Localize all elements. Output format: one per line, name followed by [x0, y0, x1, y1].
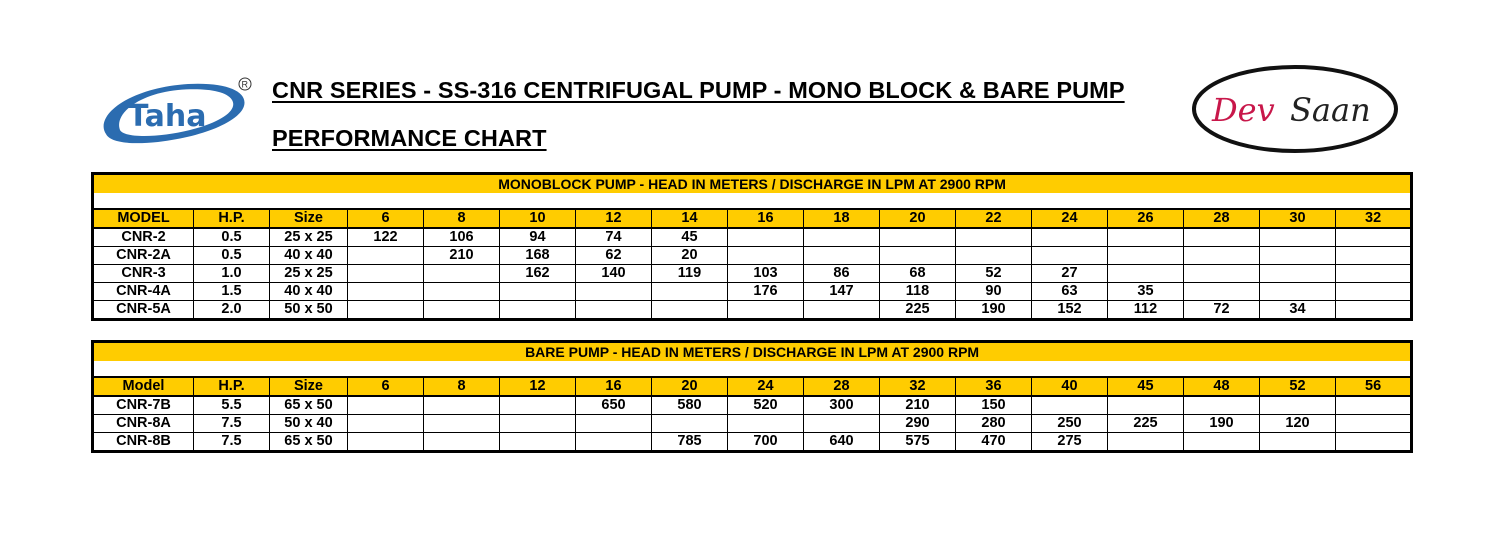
column-header: 52	[1260, 377, 1336, 396]
devsaan-logo	[1190, 63, 1400, 155]
discharge-cell: 290	[880, 415, 956, 433]
size-cell: 50 x 40	[270, 415, 348, 433]
discharge-cell	[1108, 396, 1184, 415]
page-title: CNR SERIES - SS-316 CENTRIFUGAL PUMP - MONO BLOCK & BARE PUMP	[272, 77, 1125, 103]
column-header: 12	[500, 377, 576, 396]
column-header: 14	[652, 209, 728, 228]
table-row	[93, 247, 1412, 265]
discharge-cell: 68	[880, 265, 956, 283]
discharge-cell	[1260, 228, 1336, 247]
column-header: 26	[1108, 209, 1184, 228]
model-cell: CNR-2	[93, 228, 194, 247]
column-header: 6	[348, 209, 424, 228]
blank-spacer-row	[93, 361, 1412, 377]
column-header: 45	[1108, 377, 1184, 396]
column-header: 24	[728, 377, 804, 396]
discharge-cell	[1260, 396, 1336, 415]
column-header: 8	[424, 209, 500, 228]
discharge-cell: 112	[1108, 301, 1184, 320]
discharge-cell	[728, 228, 804, 247]
discharge-cell: 168	[500, 247, 576, 265]
discharge-cell: 72	[1184, 301, 1260, 320]
svg-text:Dev: Dev	[1212, 91, 1275, 129]
model-cell: CNR-8B	[93, 433, 194, 452]
discharge-cell	[880, 247, 956, 265]
discharge-cell	[728, 247, 804, 265]
discharge-cell: 45	[652, 228, 728, 247]
discharge-cell: 150	[956, 396, 1032, 415]
discharge-cell	[500, 415, 576, 433]
discharge-cell	[1184, 433, 1260, 452]
discharge-cell	[576, 301, 652, 320]
size-cell: 40 x 40	[270, 283, 348, 301]
discharge-cell: 520	[728, 396, 804, 415]
column-header: 32	[1336, 209, 1412, 228]
model-cell: CNR-5A	[93, 301, 194, 320]
column-header: H.P.	[194, 377, 270, 396]
table-row	[93, 283, 1412, 301]
discharge-cell: 147	[804, 283, 880, 301]
discharge-cell	[424, 415, 500, 433]
column-header: 12	[576, 209, 652, 228]
discharge-cell	[424, 396, 500, 415]
discharge-cell	[1260, 283, 1336, 301]
discharge-cell	[1336, 228, 1412, 247]
discharge-cell	[424, 265, 500, 283]
column-header: 36	[956, 377, 1032, 396]
discharge-cell: 62	[576, 247, 652, 265]
discharge-cell	[804, 415, 880, 433]
blank-spacer-row	[93, 193, 1412, 209]
discharge-cell: 119	[652, 265, 728, 283]
discharge-cell: 176	[728, 283, 804, 301]
column-header: 30	[1260, 209, 1336, 228]
discharge-cell: 640	[804, 433, 880, 452]
hp-cell: 7.5	[194, 415, 270, 433]
column-header: 18	[804, 209, 880, 228]
discharge-cell: 225	[1108, 415, 1184, 433]
discharge-cell: 94	[500, 228, 576, 247]
column-header: 28	[804, 377, 880, 396]
discharge-cell	[1336, 265, 1412, 283]
column-header: 28	[1184, 209, 1260, 228]
discharge-cell	[348, 283, 424, 301]
bare-pump-performance-table	[91, 340, 1413, 453]
column-header: 16	[576, 377, 652, 396]
svg-text:R: R	[241, 79, 248, 90]
discharge-cell: 210	[880, 396, 956, 415]
column-header: 10	[500, 209, 576, 228]
discharge-cell: 106	[424, 228, 500, 247]
hp-cell: 0.5	[194, 247, 270, 265]
discharge-cell	[1260, 265, 1336, 283]
discharge-cell: 86	[804, 265, 880, 283]
column-header: Model	[93, 377, 194, 396]
discharge-cell	[576, 415, 652, 433]
column-header: 40	[1032, 377, 1108, 396]
discharge-cell	[1336, 433, 1412, 452]
column-header: Size	[270, 377, 348, 396]
discharge-cell	[652, 283, 728, 301]
size-cell: 65 x 50	[270, 433, 348, 452]
discharge-cell: 700	[728, 433, 804, 452]
discharge-cell	[1260, 433, 1336, 452]
column-header: 16	[728, 209, 804, 228]
svg-text:Saan: Saan	[1290, 91, 1371, 129]
discharge-cell: 122	[348, 228, 424, 247]
discharge-cell: 140	[576, 265, 652, 283]
discharge-cell: 63	[1032, 283, 1108, 301]
discharge-cell	[348, 265, 424, 283]
discharge-cell	[728, 415, 804, 433]
discharge-cell: 190	[1184, 415, 1260, 433]
table-header-row	[93, 377, 1412, 396]
table-title: BARE PUMP - HEAD IN METERS / DISCHARGE IN LPM AT 2900 RPM	[93, 342, 1412, 362]
discharge-cell	[1032, 228, 1108, 247]
column-header: H.P.	[194, 209, 270, 228]
discharge-cell: 650	[576, 396, 652, 415]
discharge-cell	[500, 433, 576, 452]
column-header: 8	[424, 377, 500, 396]
discharge-cell	[348, 433, 424, 452]
discharge-cell	[348, 396, 424, 415]
discharge-cell: 35	[1108, 283, 1184, 301]
discharge-cell	[652, 301, 728, 320]
discharge-cell	[1336, 415, 1412, 433]
discharge-cell	[880, 228, 956, 247]
discharge-cell	[576, 433, 652, 452]
column-header: 20	[880, 209, 956, 228]
discharge-cell: 470	[956, 433, 1032, 452]
hp-cell: 1.0	[194, 265, 270, 283]
discharge-cell	[956, 247, 1032, 265]
discharge-cell	[1108, 433, 1184, 452]
page-subtitle: PERFORMANCE CHART	[272, 125, 547, 151]
column-header: Size	[270, 209, 348, 228]
discharge-cell: 34	[1260, 301, 1336, 320]
hp-cell: 0.5	[194, 228, 270, 247]
table-header-row	[93, 209, 1412, 228]
discharge-cell: 210	[424, 247, 500, 265]
discharge-cell	[1336, 283, 1412, 301]
discharge-cell: 90	[956, 283, 1032, 301]
model-cell: CNR-8A	[93, 415, 194, 433]
discharge-cell	[500, 301, 576, 320]
discharge-cell	[956, 228, 1032, 247]
model-cell: CNR-3	[93, 265, 194, 283]
discharge-cell: 103	[728, 265, 804, 283]
discharge-cell	[1108, 228, 1184, 247]
hp-cell: 5.5	[194, 396, 270, 415]
table-title-row	[93, 342, 1412, 362]
column-header: 24	[1032, 209, 1108, 228]
discharge-cell	[652, 415, 728, 433]
table-title: MONOBLOCK PUMP - HEAD IN METERS / DISCHARGE IN LPM AT 2900 RPM	[93, 174, 1412, 194]
size-cell: 25 x 25	[270, 228, 348, 247]
taha-logo	[98, 76, 256, 148]
size-cell: 25 x 25	[270, 265, 348, 283]
discharge-cell: 280	[956, 415, 1032, 433]
discharge-cell	[1184, 283, 1260, 301]
discharge-cell: 120	[1260, 415, 1336, 433]
discharge-cell	[804, 301, 880, 320]
discharge-cell	[728, 301, 804, 320]
discharge-cell: 162	[500, 265, 576, 283]
table-title-row	[93, 174, 1412, 194]
discharge-cell	[1108, 247, 1184, 265]
discharge-cell	[500, 396, 576, 415]
discharge-cell: 152	[1032, 301, 1108, 320]
discharge-cell: 118	[880, 283, 956, 301]
table-row	[93, 265, 1412, 283]
discharge-cell: 190	[956, 301, 1032, 320]
model-cell: CNR-4A	[93, 283, 194, 301]
column-header: 56	[1336, 377, 1412, 396]
discharge-cell	[1032, 247, 1108, 265]
discharge-cell	[1184, 247, 1260, 265]
discharge-cell	[500, 283, 576, 301]
monoblock-performance-table	[91, 172, 1413, 321]
discharge-cell: 52	[956, 265, 1032, 283]
discharge-cell	[804, 228, 880, 247]
hp-cell: 1.5	[194, 283, 270, 301]
discharge-cell	[1336, 247, 1412, 265]
discharge-cell	[1336, 301, 1412, 320]
discharge-cell	[1184, 228, 1260, 247]
size-cell: 50 x 50	[270, 301, 348, 320]
hp-cell: 7.5	[194, 433, 270, 452]
discharge-cell	[1108, 265, 1184, 283]
model-cell: CNR-2A	[93, 247, 194, 265]
discharge-cell	[348, 415, 424, 433]
discharge-cell	[424, 433, 500, 452]
discharge-cell: 225	[880, 301, 956, 320]
discharge-cell	[1260, 247, 1336, 265]
table-row	[93, 228, 1412, 247]
discharge-cell	[424, 301, 500, 320]
discharge-cell: 785	[652, 433, 728, 452]
discharge-cell: 27	[1032, 265, 1108, 283]
column-header: 22	[956, 209, 1032, 228]
discharge-cell	[1184, 265, 1260, 283]
discharge-cell	[1336, 396, 1412, 415]
discharge-cell: 250	[1032, 415, 1108, 433]
size-cell: 65 x 50	[270, 396, 348, 415]
discharge-cell	[804, 247, 880, 265]
svg-text:Taha: Taha	[128, 99, 207, 134]
column-header: 20	[652, 377, 728, 396]
hp-cell: 2.0	[194, 301, 270, 320]
discharge-cell	[576, 283, 652, 301]
model-cell: CNR-7B	[93, 396, 194, 415]
discharge-cell: 20	[652, 247, 728, 265]
discharge-cell: 74	[576, 228, 652, 247]
table-row	[93, 433, 1412, 452]
table-row	[93, 301, 1412, 320]
discharge-cell: 275	[1032, 433, 1108, 452]
discharge-cell: 300	[804, 396, 880, 415]
size-cell: 40 x 40	[270, 247, 348, 265]
discharge-cell	[348, 301, 424, 320]
table-row	[93, 396, 1412, 415]
column-header: MODEL	[93, 209, 194, 228]
discharge-cell	[424, 283, 500, 301]
taha-logo-swoosh-icon	[98, 76, 256, 148]
discharge-cell	[1032, 396, 1108, 415]
column-header: 32	[880, 377, 956, 396]
column-header: 6	[348, 377, 424, 396]
devsaan-oval-icon	[1190, 63, 1400, 155]
discharge-cell: 580	[652, 396, 728, 415]
discharge-cell: 575	[880, 433, 956, 452]
discharge-cell	[1184, 396, 1260, 415]
column-header: 48	[1184, 377, 1260, 396]
discharge-cell	[348, 247, 424, 265]
table-row	[93, 415, 1412, 433]
